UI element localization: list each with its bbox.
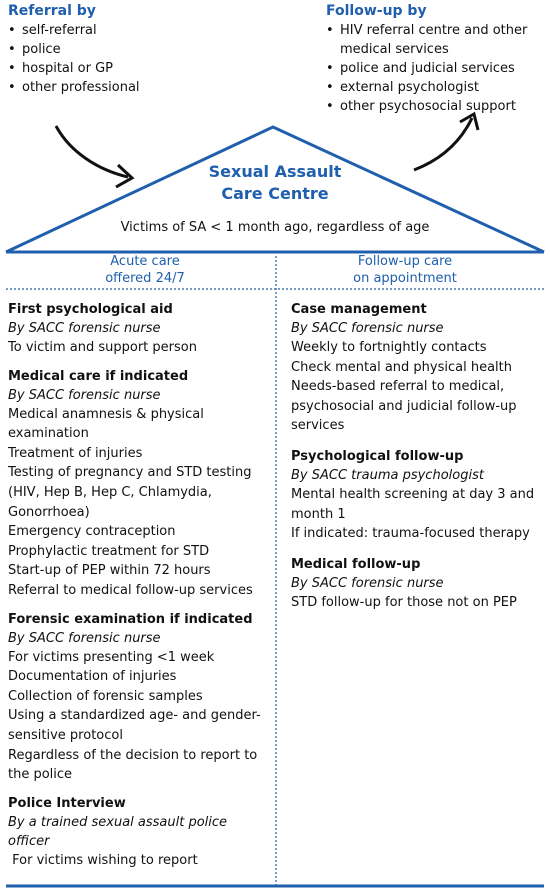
- section-line: Testing of pregnancy and STD testing (HIV, Hep B, Hep C, Chlamydia, Gonorrhoea): [8, 465, 252, 520]
- acute-heading-line1: Acute care: [110, 254, 180, 269]
- acute-section: [8, 794, 270, 871]
- referral-title: Referral by: [8, 3, 96, 19]
- section-by: By SACC forensic nurse: [8, 630, 161, 646]
- followup-by-list: [326, 21, 548, 116]
- referral-item: • hospital or GP: [8, 59, 208, 78]
- followup-by-item: • other psychosocial support: [326, 97, 548, 116]
- section-line: Needs-based referral to medical, psychosocial and judicial follow-up services: [291, 379, 517, 434]
- section-title: Psychological follow-up: [291, 448, 464, 464]
- section-line: Using a standardized age- and gender-sensitive protocol: [8, 708, 261, 743]
- section-title: Forensic examination if indicated: [8, 611, 253, 627]
- acute-section: [8, 300, 270, 358]
- section-line: Medical anamnesis & physical examination: [8, 406, 204, 442]
- followup-column: [291, 300, 545, 621]
- section-title: Case management: [291, 302, 427, 317]
- referral-arrow: [56, 126, 128, 177]
- section-line: If indicated: trauma-focused therapy: [291, 526, 530, 542]
- acute-section: [8, 367, 270, 601]
- section-line: Mental health screening at day 3 and month 1: [291, 486, 535, 522]
- referral-item: • self-referral: [8, 21, 208, 40]
- section-by: By SACC forensic nurse: [291, 575, 444, 591]
- followup-heading-line2: on appointment: [353, 271, 457, 286]
- section-by: By a trained sexual assault police officer: [8, 814, 228, 849]
- followup-by-item: • external psychologist: [326, 78, 548, 97]
- followup-by-item: • police and judicial services: [326, 59, 548, 78]
- centre-title-line1: Sexual Assault: [208, 162, 342, 181]
- section-by: By SACC trauma psychologist: [291, 467, 484, 483]
- section-line: Referral to medical follow-up services: [8, 582, 253, 598]
- section-line: Regardless of the decision to report to the police: [8, 747, 258, 783]
- centre-title-line2: Care Centre: [221, 184, 329, 203]
- section-line: Weekly to fortnightly contacts: [291, 340, 487, 355]
- section-by: By SACC forensic nurse: [8, 321, 161, 336]
- acute-heading-line2: offered 24/7: [105, 271, 185, 286]
- section-by: By SACC forensic nurse: [291, 321, 444, 336]
- centre-title: [150, 161, 400, 205]
- referral-block: [8, 3, 208, 97]
- referral-list: [8, 21, 208, 97]
- referral-item: • police: [8, 40, 208, 59]
- followup-section: [291, 447, 545, 544]
- section-title: First psychological aid: [8, 302, 173, 317]
- section-line: To victim and support person: [8, 340, 197, 355]
- acute-heading: [40, 253, 250, 287]
- followup-section: [291, 555, 545, 613]
- section-line: Start-up of PEP within 72 hours: [8, 563, 211, 579]
- referral-item: • other professional: [8, 78, 208, 97]
- followup-arrow: [414, 118, 472, 170]
- section-title: Medical follow-up: [291, 556, 421, 572]
- acute-section: [8, 610, 270, 785]
- section-line: Documentation of injuries: [8, 669, 177, 685]
- section-title: Medical care if indicated: [8, 368, 189, 384]
- section-title: Police Interview: [8, 795, 126, 811]
- section-line: Treatment of injuries: [8, 445, 143, 461]
- section-line: Emergency contraception: [8, 524, 176, 540]
- followup-by-item: • HIV referral centre and other medical services: [326, 21, 548, 59]
- followup-heading: [300, 253, 510, 287]
- section-by: By SACC forensic nurse: [8, 387, 161, 403]
- followup-by-block: [326, 3, 548, 116]
- section-line: For victims presenting <1 week: [8, 649, 215, 665]
- section-line: Collection of forensic samples: [8, 688, 203, 704]
- section-line: Check mental and physical health: [291, 359, 512, 375]
- section-line: STD follow-up for those not on PEP: [291, 594, 517, 610]
- followup-heading-line1: Follow-up care: [357, 254, 453, 269]
- centre-subtitle: Victims of SA < 1 month ago, regardless of age: [120, 220, 430, 235]
- acute-column: [8, 300, 270, 879]
- section-line: Prophylactic treatment for STD: [8, 543, 210, 559]
- followup-by-title: Follow-up by: [326, 3, 427, 19]
- followup-section: [291, 300, 545, 436]
- section-line: For victims wishing to report: [8, 852, 198, 868]
